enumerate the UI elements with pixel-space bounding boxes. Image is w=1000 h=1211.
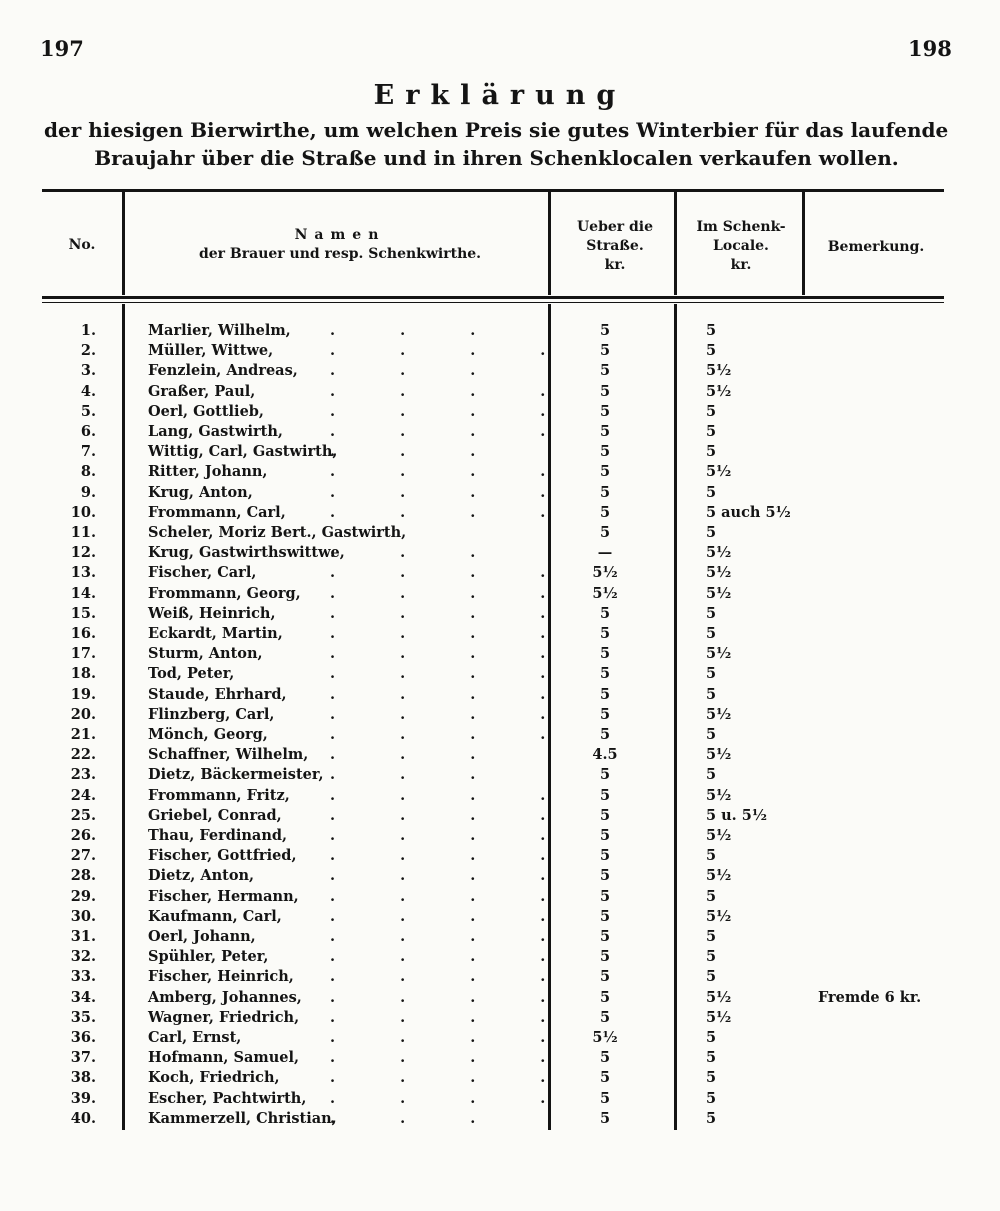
row-street-price: 5: [599, 665, 611, 683]
row-street-price: 5: [599, 524, 611, 541]
row-local-price: 5: [706, 322, 717, 339]
row-street-price: 5½: [592, 1029, 618, 1046]
row-name: Flinzberg, Carl,: [148, 705, 275, 723]
row-name: Dietz, Anton,: [148, 867, 255, 885]
row-name: Amberg, Johannes,: [148, 988, 302, 1006]
row-leader-dots: . . . .: [330, 786, 576, 804]
row-number: 30.: [70, 907, 96, 925]
row-street-price: 5: [599, 1089, 611, 1107]
row-name: Fischer, Heinrich,: [148, 968, 294, 986]
table-row: [0, 766, 1000, 787]
table-row: [0, 726, 1000, 747]
row-street-price: 5: [599, 948, 611, 966]
row-local-price: 5: [706, 685, 717, 703]
row-name: Dietz, Bäckermeister,: [148, 766, 324, 784]
header-street-line2: Straße.: [586, 238, 644, 254]
header-names-line2: der Brauer und resp. Schenkwirthe.: [198, 246, 482, 262]
row-leader-dots: . . . .: [330, 1049, 576, 1067]
row-number: 35.: [70, 1008, 96, 1026]
table-row: [0, 989, 1000, 1010]
row-number: 23.: [70, 766, 96, 784]
row-name: Fischer, Hermann,: [148, 887, 299, 905]
row-name: Mönch, Georg,: [148, 726, 268, 743]
row-local-price: 5: [706, 948, 717, 966]
row-remark: Fremde 6 kr.: [818, 988, 922, 1006]
header-names-line1: Namen: [294, 227, 386, 243]
table-row: [0, 1009, 1000, 1030]
row-name: Thau, Ferdinand,: [148, 827, 288, 844]
table-row: [0, 908, 1000, 929]
row-street-price: 5: [599, 806, 611, 824]
row-local-price: 5: [706, 423, 717, 440]
row-number: 29.: [70, 887, 96, 905]
row-leader-dots: . . . .: [330, 928, 576, 945]
row-local-price: 5½: [706, 382, 732, 400]
table-row: [0, 1029, 1000, 1050]
header-bottom-rule-thin: [42, 302, 944, 303]
table-row: [0, 847, 1000, 868]
row-local-price: 5: [706, 766, 717, 784]
row-number: 28.: [70, 867, 96, 885]
page-number-right: 198: [908, 36, 952, 61]
row-street-price: 5: [599, 483, 611, 501]
row-leader-dots: . . .: [330, 746, 506, 764]
row-leader-dots: . . . .: [330, 564, 576, 582]
row-street-price: 5: [599, 402, 611, 420]
row-local-price: 5: [706, 402, 717, 420]
row-leader-dots: . . . .: [330, 423, 576, 440]
row-number: 34.: [70, 988, 96, 1006]
row-local-price: 5 auch 5½: [706, 503, 791, 521]
row-local-price: 5: [706, 342, 717, 360]
row-number: 17.: [70, 645, 96, 663]
row-local-price: 5: [706, 928, 717, 945]
row-leader-dots: . . . .: [330, 584, 576, 602]
row-number: 12.: [70, 544, 96, 562]
row-number: 16.: [70, 625, 96, 642]
table-row: [0, 867, 1000, 888]
row-street-price: 5½: [592, 584, 618, 602]
row-leader-dots: . . . .: [330, 382, 576, 400]
row-local-price: 5: [706, 443, 717, 461]
row-local-price: 5: [706, 625, 717, 642]
row-local-price: 5: [706, 887, 717, 905]
row-local-price: 5: [706, 483, 717, 501]
row-local-price: 5: [706, 1049, 717, 1067]
row-name: Fenzlein, Andreas,: [148, 362, 298, 380]
row-leader-dots: . . .: [330, 544, 506, 562]
row-local-price: 5: [706, 604, 717, 622]
table-row: [0, 968, 1000, 989]
row-name: Kaufmann, Carl,: [148, 907, 282, 925]
row-local-price: 5: [706, 524, 717, 541]
row-number: 33.: [70, 968, 96, 986]
row-leader-dots: . . . .: [330, 463, 576, 481]
row-leader-dots: . . .: [330, 1109, 506, 1127]
row-number: 39.: [70, 1089, 96, 1107]
header-local-line1: Im Schenk-: [696, 219, 786, 235]
table-row: [0, 787, 1000, 808]
table-row: [0, 423, 1000, 444]
table-row: [0, 443, 1000, 464]
row-local-price: 5½: [706, 584, 732, 602]
row-leader-dots: . . . .: [330, 827, 576, 844]
row-name: Sturm, Anton,: [148, 645, 263, 663]
row-street-price: 5: [599, 625, 611, 642]
table-row: [0, 625, 1000, 646]
row-local-price: 5½: [706, 362, 732, 380]
table-row: [0, 403, 1000, 424]
row-name: Krug, Gastwirthswittwe,: [148, 544, 345, 562]
row-number: 1.: [80, 322, 96, 339]
row-leader-dots: . . . .: [330, 968, 576, 986]
row-street-price: —: [597, 544, 613, 562]
row-number: 26.: [70, 827, 96, 844]
table-row: [0, 585, 1000, 606]
row-street-price: 5: [599, 766, 611, 784]
row-number: 15.: [70, 604, 96, 622]
row-street-price: 5: [599, 423, 611, 440]
row-number: 11.: [70, 524, 96, 541]
table-top-rule: [42, 189, 944, 192]
page-number-left: 197: [40, 36, 84, 61]
table-row: [0, 504, 1000, 525]
column-divider-names: [548, 192, 551, 295]
table-row: [0, 928, 1000, 949]
row-leader-dots: . . . .: [330, 625, 576, 642]
row-local-price: 5: [706, 968, 717, 986]
subtitle-line-1: der hiesigen Bierwirthe, um welchen Preis sie gutes Winterbier für das laufende: [44, 118, 949, 142]
header-street-line1: Ueber die: [576, 219, 654, 235]
row-number: 25.: [70, 806, 96, 824]
table-row: [0, 645, 1000, 666]
row-street-price: 5: [599, 827, 611, 844]
row-name: Marlier, Wilhelm,: [148, 322, 291, 339]
row-number: 6.: [80, 423, 96, 440]
row-leader-dots: . . . .: [330, 604, 576, 622]
header-bottom-rule: [42, 296, 944, 299]
row-local-price: 5½: [706, 827, 732, 844]
table-row: [0, 544, 1000, 565]
row-street-price: 5: [599, 342, 611, 360]
row-number: 2.: [80, 342, 96, 360]
row-local-price: 5½: [706, 645, 732, 663]
row-number: 4.: [80, 382, 96, 400]
row-street-price: 5: [599, 685, 611, 703]
row-street-price: 5½: [592, 564, 618, 582]
table-row: [0, 665, 1000, 686]
row-leader-dots: . . . .: [330, 1008, 576, 1026]
row-street-price: 5: [599, 604, 611, 622]
row-number: 21.: [70, 726, 96, 743]
row-street-price: 5: [599, 1008, 611, 1026]
row-local-price: 5½: [706, 907, 732, 925]
row-leader-dots: . . .: [330, 443, 506, 461]
row-name: Ritter, Johann,: [148, 463, 268, 481]
row-street-price: 5: [599, 1049, 611, 1067]
table-row: [0, 362, 1000, 383]
row-number: 37.: [70, 1049, 96, 1067]
row-number: 8.: [80, 463, 96, 481]
header-names: [160, 226, 520, 264]
row-number: 24.: [70, 786, 96, 804]
row-name: Griebel, Conrad,: [148, 806, 282, 824]
row-leader-dots: . . . .: [330, 867, 576, 885]
row-local-price: 5½: [706, 564, 732, 582]
table-row: [0, 827, 1000, 848]
row-leader-dots: . . . .: [330, 726, 576, 743]
header-street-unit: kr.: [604, 257, 626, 273]
row-leader-dots: . . .: [330, 322, 506, 339]
row-name: Spühler, Peter,: [148, 948, 269, 966]
header-local-unit: kr.: [730, 257, 752, 273]
row-local-price: 5½: [706, 988, 732, 1006]
row-number: 19.: [70, 685, 96, 703]
row-leader-dots: . . . .: [330, 887, 576, 905]
row-local-price: 5 u. 5½: [706, 806, 767, 824]
row-number: 27.: [70, 847, 96, 865]
row-number: 31.: [70, 928, 96, 945]
row-street-price: 5: [599, 1069, 611, 1087]
row-street-price: 5: [599, 928, 611, 945]
row-street-price: 5: [599, 503, 611, 521]
row-street-price: 4.5: [592, 746, 618, 764]
subtitle-line-2: Braujahr über die Straße und in ihren Schenklocalen verkaufen wollen.: [94, 146, 899, 170]
row-leader-dots: . . .: [330, 362, 506, 380]
row-leader-dots: . . . .: [330, 342, 576, 360]
row-street-price: 5: [599, 907, 611, 925]
row-local-price: 5: [706, 1029, 717, 1046]
row-name: Tod, Peter,: [148, 665, 235, 683]
row-street-price: 5: [599, 847, 611, 865]
row-street-price: 5: [599, 463, 611, 481]
header-street: [560, 218, 670, 275]
row-name: Oerl, Johann,: [148, 928, 256, 945]
table-row: [0, 484, 1000, 505]
header-remark: Bemerkung.: [827, 239, 925, 255]
row-number: 10.: [70, 503, 96, 521]
row-name: Staude, Ehrhard,: [148, 685, 287, 703]
row-local-price: 5½: [706, 463, 732, 481]
table-row: [0, 605, 1000, 626]
row-number: 32.: [70, 948, 96, 966]
row-number: 3.: [80, 362, 96, 380]
table-row: [0, 706, 1000, 727]
column-divider-no: [122, 192, 125, 295]
row-name: Hofmann, Samuel,: [148, 1049, 300, 1067]
table-row: [0, 1090, 1000, 1111]
row-name: Müller, Wittwe,: [148, 342, 274, 360]
table-row: [0, 1049, 1000, 1070]
column-divider-local: [802, 192, 805, 295]
row-name: Oerl, Gottlieb,: [148, 402, 264, 420]
header-local: [682, 218, 800, 275]
row-name: Frommann, Carl,: [148, 503, 286, 521]
row-number: 38.: [70, 1069, 96, 1087]
row-street-price: 5: [599, 645, 611, 663]
row-name: Escher, Pachtwirth,: [148, 1089, 307, 1107]
row-local-price: 5½: [706, 705, 732, 723]
row-street-price: 5: [599, 988, 611, 1006]
row-street-price: 5: [599, 867, 611, 885]
row-street-price: 5: [599, 443, 611, 461]
row-leader-dots: . . . .: [330, 948, 576, 966]
row-local-price: 5½: [706, 867, 732, 885]
row-local-price: 5: [706, 1109, 717, 1127]
table-row: [0, 948, 1000, 969]
row-street-price: 5: [599, 726, 611, 743]
row-leader-dots: . . . .: [330, 645, 576, 663]
row-leader-dots: . . . .: [330, 503, 576, 521]
row-leader-dots: . . . .: [330, 665, 576, 683]
row-street-price: 5: [599, 968, 611, 986]
row-name: Graßer, Paul,: [148, 382, 256, 400]
row-number: 40.: [70, 1109, 96, 1127]
table-row: [0, 383, 1000, 404]
table-row: [0, 807, 1000, 828]
row-street-price: 5: [599, 887, 611, 905]
row-leader-dots: . . . .: [330, 1029, 576, 1046]
row-number: 14.: [70, 584, 96, 602]
row-local-price: 5: [706, 847, 717, 865]
row-number: 18.: [70, 665, 96, 683]
row-name: Koch, Friedrich,: [148, 1069, 280, 1087]
table-row: [0, 746, 1000, 767]
table-row: [0, 1069, 1000, 1090]
row-leader-dots: . . . .: [330, 847, 576, 865]
row-name: Wittig, Carl, Gastwirth,: [148, 443, 338, 461]
row-leader-dots: . . . .: [330, 685, 576, 703]
table-row: [0, 342, 1000, 363]
row-local-price: 5½: [706, 544, 732, 562]
row-name: Fischer, Carl,: [148, 564, 257, 582]
row-number: 36.: [70, 1029, 96, 1046]
row-name: Fischer, Gottfried,: [148, 847, 297, 865]
row-street-price: 5: [599, 1109, 611, 1127]
row-name: Frommann, Georg,: [148, 584, 301, 602]
row-leader-dots: . . . .: [330, 1069, 576, 1087]
row-leader-dots: . . . .: [330, 806, 576, 824]
row-number: 20.: [70, 705, 96, 723]
table-row: [0, 1110, 1000, 1131]
row-name: Frommann, Fritz,: [148, 786, 290, 804]
row-number: 22.: [70, 746, 96, 764]
row-name: Eckardt, Martin,: [148, 625, 283, 642]
row-street-price: 5: [599, 786, 611, 804]
table-row: [0, 463, 1000, 484]
row-number: 9.: [80, 483, 96, 501]
row-name: Lang, Gastwirth,: [148, 423, 283, 440]
row-local-price: 5: [706, 1089, 717, 1107]
page-title: Erklärung: [373, 80, 627, 111]
row-name: Krug, Anton,: [148, 483, 253, 501]
table-row: [0, 322, 1000, 343]
row-name: Scheler, Moriz Bert., Gastwirth,: [148, 524, 407, 541]
row-number: 7.: [80, 443, 96, 461]
column-divider-street: [674, 192, 677, 295]
table-row: [0, 524, 1000, 545]
row-leader-dots: . . . .: [330, 907, 576, 925]
row-number: 5.: [80, 402, 96, 420]
header-no: No.: [68, 237, 96, 253]
row-street-price: 5: [599, 322, 611, 339]
row-local-price: 5: [706, 726, 717, 743]
row-leader-dots: . . . .: [330, 402, 576, 420]
row-number: 13.: [70, 564, 96, 582]
row-name: Weiß, Heinrich,: [148, 604, 276, 622]
row-leader-dots: . . . .: [330, 483, 576, 501]
row-leader-dots: . . . .: [330, 705, 576, 723]
header-local-line2: Locale.: [713, 238, 769, 254]
row-street-price: 5: [599, 362, 611, 380]
table-row: [0, 564, 1000, 585]
row-local-price: 5½: [706, 786, 732, 804]
table-row: [0, 686, 1000, 707]
table-row: [0, 888, 1000, 909]
row-leader-dots: . . . .: [330, 1089, 576, 1107]
row-local-price: 5½: [706, 1008, 732, 1026]
row-name: Wagner, Friedrich,: [148, 1008, 300, 1026]
row-street-price: 5: [599, 705, 611, 723]
row-name: Kammerzell, Christian,: [148, 1109, 337, 1127]
row-name: Schaffner, Wilhelm,: [148, 746, 309, 764]
row-name: Carl, Ernst,: [148, 1029, 242, 1046]
row-street-price: 5: [599, 382, 611, 400]
row-leader-dots: . . .: [330, 766, 506, 784]
row-local-price: 5: [706, 665, 717, 683]
row-local-price: 5½: [706, 746, 732, 764]
row-leader-dots: . . . .: [330, 988, 576, 1006]
row-local-price: 5: [706, 1069, 717, 1087]
